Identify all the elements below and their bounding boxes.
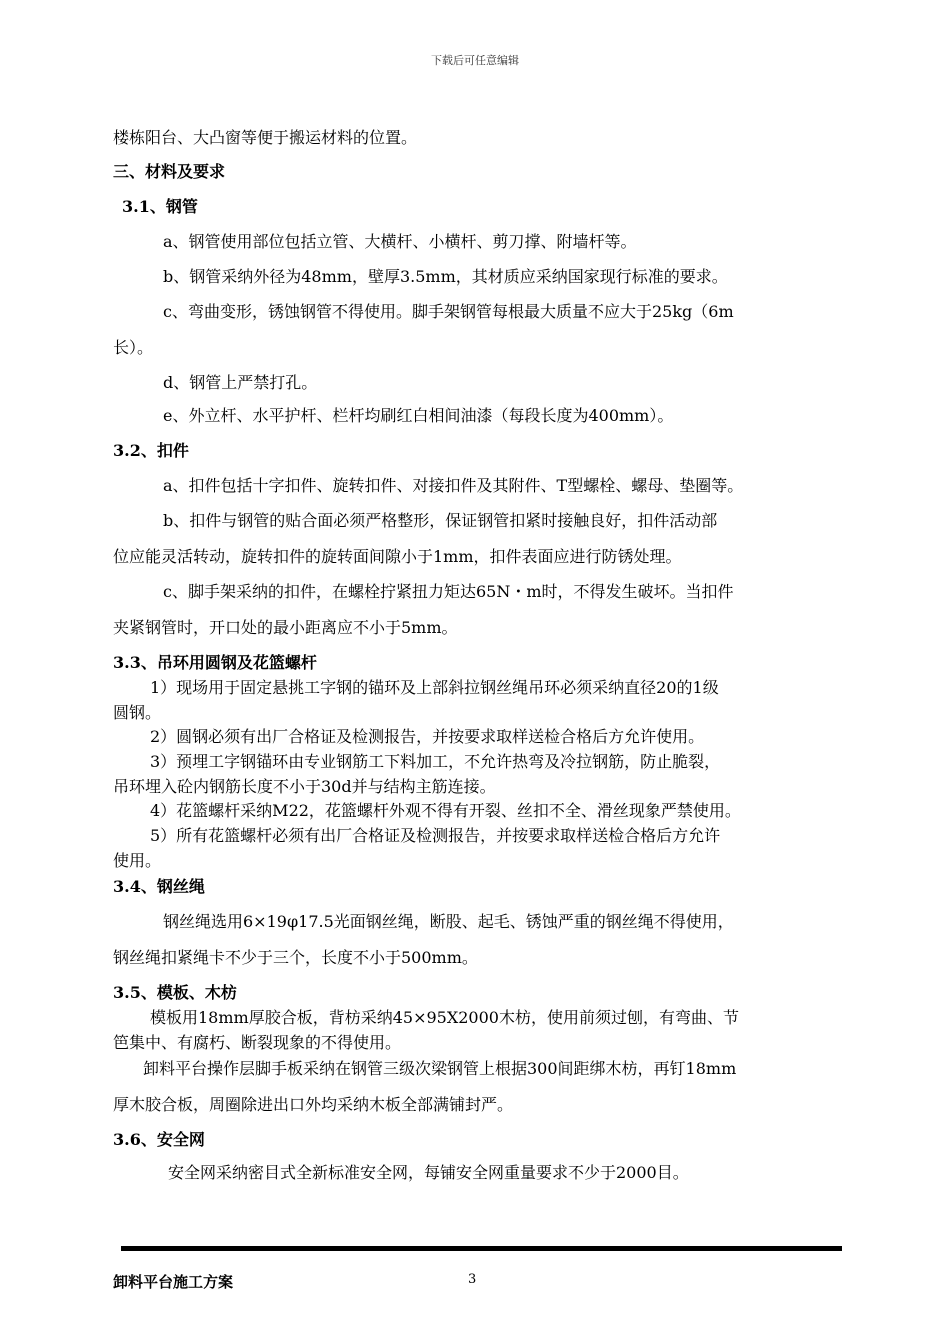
paragraph-line: 长）。	[113, 338, 154, 357]
paragraph-line: 笆集中、有腐朽、断裂现象的不得使用。	[113, 1033, 402, 1052]
subsection-heading: 3.2、扣件	[113, 441, 189, 460]
page-number: 3	[468, 1272, 477, 1287]
paragraph-line: 夹紧钢管时，开口处的最小距离应不小于5mm。	[113, 618, 458, 637]
paragraph-line: 安全网采纳密目式全新标准安全网，每铺安全网重量要求不少于2000目。	[168, 1163, 689, 1182]
footer-document-title: 卸料平台施工方案	[113, 1273, 234, 1291]
subsection-heading: 3.3、吊环用圆钢及花篮螺杆	[113, 653, 317, 672]
footer-divider	[121, 1246, 842, 1251]
paragraph-line: 4）花篮螺杆采纳M22，花篮螺杆外观不得有开裂、丝扣不全、滑丝现象严禁使用。	[150, 801, 741, 820]
section-heading: 三、材料及要求	[113, 162, 226, 181]
paragraph-line: 位应能灵活转动，旋转扣件的旋转面间隙小于1mm，扣件表面应进行防锈处理。	[113, 547, 682, 566]
paragraph-line: 模板用18mm厚胶合板，背枋采纳45×95X2000木枋，使用前须过刨，有弯曲、节	[150, 1008, 739, 1027]
paragraph-line: b、钢管采纳外径为48mm，壁厚3.5mm，其材质应采纳国家现行标准的要求。	[163, 267, 728, 286]
paragraph-line: 1）现场用于固定悬挑工字钢的锚环及上部斜拉钢丝绳吊环必须采纳直径20的1级	[150, 678, 719, 697]
paragraph-line: 圆钢。	[113, 703, 162, 722]
paragraph-line: 5）所有花篮螺杆必须有出厂合格证及检测报告，并按要求取样送检合格后方允许	[150, 826, 721, 845]
paragraph-line: d、钢管上严禁打孔。	[163, 373, 318, 392]
paragraph-line: c、弯曲变形，锈蚀钢管不得使用。脚手架钢管每根最大质量不应大于25kg（6m	[163, 302, 734, 321]
paragraph-line: 厚木胶合板，周圈除进出口外均采纳木板全部满铺封严。	[113, 1095, 514, 1114]
paragraph-line: b、扣件与钢管的贴合面必须严格整形，保证钢管扣紧时接触良好，扣件活动部	[163, 511, 718, 530]
paragraph-line: 卸料平台操作层脚手板采纳在钢管三级次梁钢管上根据300间距绑木枋，再钉18mm	[143, 1059, 737, 1078]
paragraph-line: a、钢管使用部位包括立管、大横杆、小横杆、剪刀撑、附墙杆等。	[163, 232, 637, 251]
paragraph-line: 2）圆钢必须有出厂合格证及检测报告，并按要求取样送检合格后方允许使用。	[150, 727, 705, 746]
subsection-heading: 3.5、模板、木枋	[113, 983, 237, 1002]
paragraph-line: 钢丝绳扣紧绳卡不少于三个，长度不小于500mm。	[113, 948, 478, 967]
page-header: 下载后可任意编辑	[431, 54, 519, 67]
paragraph-line: 吊环埋入砼内钢筋长度不小于30d并与结构主筋连接。	[113, 777, 496, 796]
subsection-heading: 3.6、安全网	[113, 1130, 205, 1149]
paragraph-line: 楼栋阳台、大凸窗等便于搬运材料的位置。	[113, 128, 418, 147]
subsection-heading: 3.4、钢丝绳	[113, 877, 205, 896]
paragraph-line: 3）预埋工字钢锚环由专业钢筋工下料加工，不允许热弯及冷拉钢筋，防止脆裂，	[150, 752, 721, 771]
paragraph-line: e、外立杆、水平护杆、栏杆均刷红白相间油漆（每段长度为400mm）。	[163, 406, 674, 425]
paragraph-line: 使用。	[113, 851, 162, 870]
paragraph-line: a、扣件包括十字扣件、旋转扣件、对接扣件及其附件、T型螺栓、螺母、垫圈等。	[163, 476, 744, 495]
paragraph-line: c、脚手架采纳的扣件，在螺栓拧紧扭力矩达65N・m时，不得发生破坏。当扣件	[163, 582, 734, 601]
subsection-heading: 3.1、钢管	[122, 197, 198, 216]
paragraph-line: 钢丝绳选用6×19φ17.5光面钢丝绳，断股、起毛、锈蚀严重的钢丝绳不得使用，	[163, 912, 734, 931]
